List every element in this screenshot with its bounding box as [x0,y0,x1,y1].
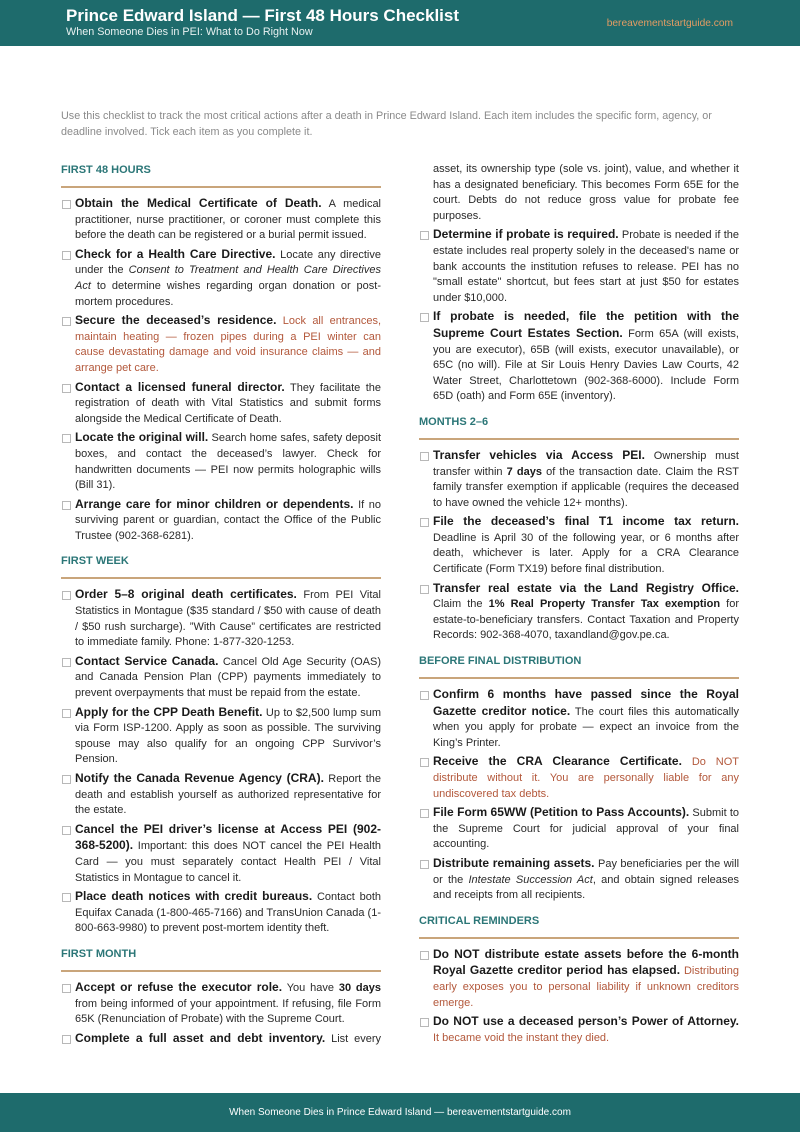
item-title: Accept or refuse the executor role. [75,979,283,994]
document-subtitle: When Someone Dies in PEI: What to Do Right Now [66,26,313,38]
right-column [419,162,739,1049]
item-warning-text: Distributing early exposes you to personal liability if unknown creditors emerge. [433,965,739,1009]
item-title: Apply for the CPP Death Benefit. [75,704,263,719]
item-text: , and obtain signed releases and receipts from all recipients. [433,873,740,902]
item-text: to determine wishes regarding organ donation or post-mortem procedures. [75,279,381,308]
checkbox[interactable] [420,313,429,322]
section-divider [419,438,739,440]
checkbox[interactable] [420,860,429,869]
checklist-item-continued [419,162,739,224]
item-text-italic: Consent to Treatment and Health Care Directives Act [75,264,381,292]
item-text: Contact both Equifax Canada (1-800-465-7166) and TransUnion Canada (1-800-663-9980) to prevent post-mortem identity theft. [75,891,382,935]
checklist-item [61,196,381,244]
checklist-item [419,947,739,1011]
item-title: Do NOT use a deceased person’s Power of Attorney. [433,1014,739,1029]
checklist-item [419,227,739,306]
checkbox[interactable] [420,691,429,700]
item-text: Search home safes, safety deposit boxes, and contact the deceased’s lawyer. Check for handwritten documents — PEI now permits holographic wills (Bill 31). [75,432,382,492]
intro-text: Use this checklist to track the most critical actions after a death in Prince Edward Island. Each item includes the specific form, agency, or deadline involved. Tick each item as you complete it. [61,110,712,138]
page-header [0,0,800,46]
item-text: Submit to the Supreme Court for judicial approval of your final accounting. [433,807,739,851]
checklist-item [419,856,739,904]
item-title: Contact a licensed funeral director. [75,379,285,394]
item-text: from being informed of your appointment. If refusing, file Form 65K (Renunciation of Probate) with the Supreme Court. [75,997,381,1026]
checklist-section [419,414,739,644]
section-heading: FIRST WEEK [61,555,129,568]
checklist-item [61,980,381,1028]
footer-text: When Someone Dies in Prince Edward Island — bereavementstartguide.com [229,1107,571,1118]
item-text: Deadline is April 30 of the following year, or 6 months after death, whichever is later. Apply for a CRA Clearance Certificate (Form TX19) before final distribution. [433,531,739,576]
item-text: You have [286,981,339,994]
checklist-section [419,162,739,405]
item-text: Locate any directive under the [75,248,381,277]
checklist-item [419,1014,739,1046]
item-text: If no surviving parent or guardian, contact the Office of the Public Trustee (902-368-6281). [75,498,381,542]
checklist-item [419,309,739,405]
item-text: A medical practitioner, nurse practitioner, or coroner must complete this before the death can be registered or a burial permit issued. [75,198,382,242]
item-text: List every [331,1032,382,1045]
item-text: Ownership must transfer within [433,449,739,478]
checkbox[interactable] [420,809,429,818]
checklist-section [419,913,739,1047]
checkbox[interactable] [62,317,71,326]
section-heading: FIRST 48 HOURS [61,164,151,176]
item-text: Important: this does NOT cancel the PEI Health Card — you must separately contact Health PEI / Vital Statistics in Montague to cancel it. [75,840,381,884]
item-text: Probate is needed if the estate includes real property solely in the deceased's name or bank accounts the institution refuses to release. PEI has no "small estate" shortcut, but fees start at just $50 for estates under $10,000. [433,229,739,304]
checkbox[interactable] [420,951,429,960]
checklist-item [419,805,739,853]
item-text-emphasis: 30 days [338,981,381,994]
item-text-emphasis: 7 days [506,465,542,478]
item-text: Cancel Old Age Security (OAS) and Canada Pension Plan (CPP) payments immediately to prevent overpayments that must be repaid from the estate. [75,655,382,700]
section-divider [61,186,381,188]
item-warning-text: Lock all entrances, maintain heating — frozen pipes during a PEI winter can cause devastating damage and void insurance claims — and arrange pet care. [75,315,381,374]
section-heading: BEFORE FINAL DISTRIBUTION [419,655,582,668]
item-title: File Form 65WW (Petition to Pass Accounts). [433,805,690,820]
item-title: Cancel the PEI driver’s license at Access PEI (902-368-5200). [75,821,381,853]
item-text: asset, its ownership type (sole vs. joint), value, and whether it has a designated beneficiary. This becomes Form 65E for the court. Debts do not reduce gross value for probate fee purposes. [433,163,739,222]
section-divider [419,677,739,679]
item-title: Arrange care for minor children or dependents. [75,496,354,511]
checklist-section [61,162,381,544]
checkbox[interactable] [62,251,71,260]
item-title: Obtain the Medical Certificate of Death. [75,196,322,210]
item-title: Check for a Health Care Directive. [75,246,276,261]
section-divider [419,937,739,939]
section-heading: CRITICAL REMINDERS [419,914,540,927]
checkbox[interactable] [62,434,71,443]
item-warning-text: Do NOT distribute without it. You are personally liable for any undiscovered tax debts. [433,756,740,800]
section-divider [61,577,381,579]
checkbox[interactable] [420,452,429,461]
checkbox[interactable] [62,501,71,510]
checkbox[interactable] [420,518,429,527]
item-text: for estate-to-beneficiary transfers. Contact Taxation and Property Records: 902-368-4070, taxandland@gov.pe.ca. [433,598,739,642]
checklist-item [61,654,381,702]
checkbox[interactable] [62,984,71,993]
checkbox[interactable] [62,591,71,600]
checklist-item [419,448,739,511]
item-text-italic: Intestate Succession Act [468,873,593,886]
item-title: If probate is needed, file the petition with the Supreme Court Estates Section. [433,309,739,340]
item-title: Order 5–8 original death certificates. [75,587,297,602]
checkbox[interactable] [62,826,71,835]
item-title: Secure the deceased’s residence. [75,313,277,328]
checklist-item [61,1031,381,1048]
item-text: Claim the [433,598,489,611]
website-name: bereavementstartguide.com [606,18,733,29]
item-text-emphasis: 1% Real Property Transfer Tax exemption [488,598,721,611]
item-text: of the transaction date. Claim the RST family transfer exemption if applicable (requires the deceased to have owned the vehicle 12+ months). [433,465,740,509]
checklist-item [419,687,739,751]
item-title: Transfer real estate via the Land Registry Office. [433,580,739,595]
checklist-item [61,430,381,493]
item-title: Contact Service Canada. [75,653,219,668]
item-text: The court files this automatically when you apply for probate — expect an invoice from the King’s Printer. [433,705,740,749]
page-footer [0,1093,800,1132]
checklist-item [61,889,381,937]
checklist-section [419,653,739,904]
item-text: They facilitate the registration of death with Vital Statistics and submit forms alongside the Medical Certificate of Death. [75,381,382,425]
item-text: Pay beneficiaries per the will or the [433,857,740,886]
item-title: Confirm 6 months have passed since the Royal Gazette creditor notice. [433,687,739,718]
checkbox[interactable] [62,775,71,784]
checkbox[interactable] [62,658,71,667]
item-title: Transfer vehicles via Access PEI. [433,447,645,462]
checklist-item [419,581,739,644]
section-heading: FIRST MONTH [61,947,137,960]
item-title: Place death notices with credit bureaus. [75,889,313,904]
item-title: File the deceased’s final T1 income tax return. [433,514,739,529]
checkbox[interactable] [62,1035,71,1044]
checklist-item [61,313,381,376]
checkbox[interactable] [62,200,71,209]
item-title: Complete a full asset and debt inventory. [75,1030,326,1045]
item-warning-text: It became void the instant they died. [433,1031,610,1044]
checkbox[interactable] [420,758,429,767]
item-text: Form 65A (will exists, you are executor), 65B (will exists, executor unavailable), or 65C (no will). File at Sir Louis Henry Davies Law Courts, 42 Water Street, Charlottetown (902-368-6000). Include Form 65D (oath) and Form 65E (inventory). [433,327,739,403]
checkbox[interactable] [62,893,71,902]
item-title: Receive the CRA Clearance Certificate. [433,754,682,769]
checkbox[interactable] [420,585,429,594]
checklist-item [61,587,381,650]
checklist-item [61,497,381,545]
item-title: Distribute remaining assets. [433,855,595,870]
checklist-item [61,705,381,768]
checkbox[interactable] [420,231,429,240]
section-divider [61,970,381,972]
item-text: From PEI Vital Statistics in Montague ($35 standard / $50 with cause of death / $50 rush surcharge). ”With Cause” certificates are restricted to immediate family. Phone: 1-877-320-1253. [75,589,381,649]
item-title: Notify the Canada Revenue Agency (CRA). [75,771,324,785]
item-title: Determine if probate is required. [433,227,619,242]
checkbox[interactable] [420,1018,429,1027]
checklist-section [61,946,381,1047]
checkbox[interactable] [62,384,71,393]
checkbox[interactable] [62,709,71,718]
checklist-item [61,247,381,310]
item-title: Locate the original will. [75,430,209,445]
left-column [61,162,381,1050]
document-title: Prince Edward Island — First 48 Hours Checklist [66,6,460,25]
item-text: Report the death and establish yourself as authorized representative for the estate. [75,773,381,817]
checklist-item [61,771,381,819]
checklist-item [61,822,381,886]
checklist-item [419,754,739,802]
section-heading: MONTHS 2–6 [419,415,489,428]
item-title: Do NOT distribute estate assets before the 6-month Royal Gazette creditor period has elapsed. [433,946,739,978]
item-text: Up to $2,500 lump sum via Form ISP-1200. Apply as soon as possible. The surviving spouse may also qualify for an ongoing CPP Survivor’s Pension. [75,706,381,766]
checklist-item [61,380,381,428]
checklist-section [61,553,381,936]
checklist-item [419,514,739,577]
